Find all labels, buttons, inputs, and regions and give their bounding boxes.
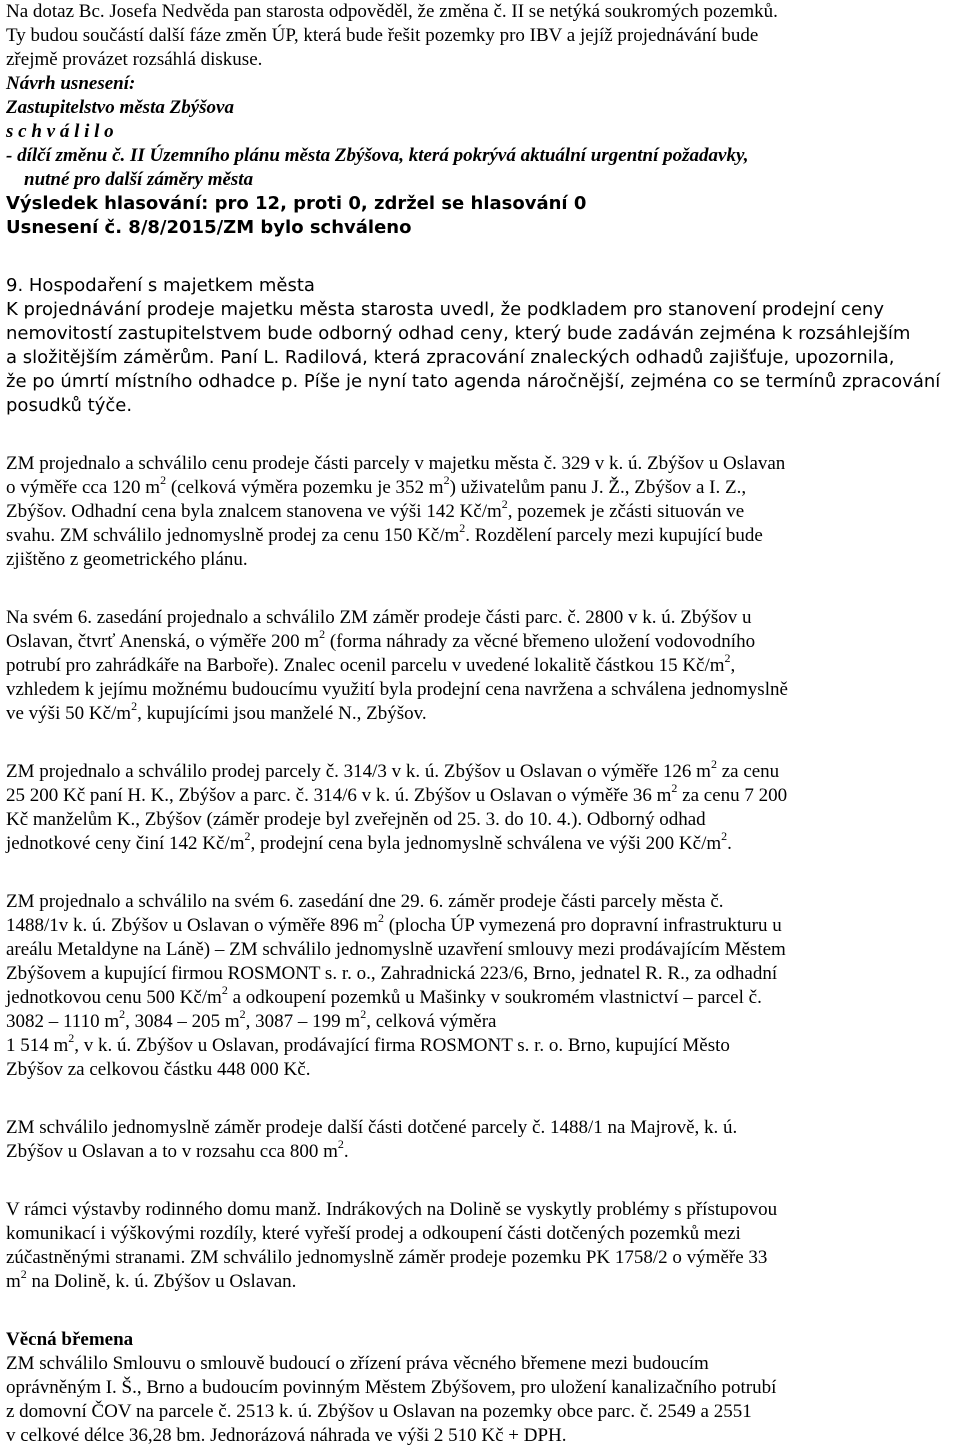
para5-line-2: 1488/1v k. ú. Zbýšov u Oslavan o výměře 896 $m^2$ (plocha ÚP vymezená pro dopravní infrastrukturu u xyxy=(6,910,782,936)
para4-line-1: ZM projednalo a schválilo prodej parcely č. 314/3 v k. ú. Zbýšov u Oslavan o výměře 126 $m^2$ za cenu xyxy=(6,756,780,782)
intro-line-2: Ty budou součástí další fáze změn ÚP, která bude řešit pozemky pro IBV a jejíž projednávání bude xyxy=(6,25,759,46)
para5-line-6: 3082 – 1110 $m^2$, 3084 – 205 $m^2$, 3087 – 199 $m^2$, celková výměra xyxy=(6,1006,497,1032)
intro-line-1: Na dotaz Bc. Josefa Nedvěda pan starosta odpověděl, že změna č. II se netýká soukromých pozemků. xyxy=(6,1,778,22)
easements-line-3: z domovní ČOV na parcele č. 2513 k. ú. Zbýšov u Oslavan na pozemky obce parc. č. 2549 a 2551 xyxy=(6,1401,752,1422)
para4-line-2: 25 200 Kč paní H. K., Zbýšov a parc. č. 314/6 v k. ú. Zbýšov u Oslavan o výměře 36 $m^2$ za cenu 7 200 xyxy=(6,780,788,806)
para2-line-2: o výměře cca 120 $m^2$ (celková výměra pozemku je 352 $m^2$) uživatelům panu J. Ž., Zbýšov a I. Z., xyxy=(6,472,747,498)
para1-line-2: nemovitostí zastupitelstvem bude odborný odhad ceny, který bude zadáván zejména k rozsáhlejším xyxy=(6,323,911,344)
para5-line-1: ZM projednalo a schválilo na svém 6. zasedání dne 29. 6. záměr prodeje části parcely města č. xyxy=(6,891,724,912)
para2-line-1: ZM projednalo a schválilo cenu prodeje části parcely v majetku města č. 329 v k. ú. Zbýšov u Oslavan xyxy=(6,453,786,474)
para3-line-4: vzhledem k jejímu možnému budoucímu využití byla prodejní cena navržena a schválena jednomyslně xyxy=(6,679,788,700)
para1-line-3: a složitějším záměrům. Paní L. Radilová, která zpracování znaleckých odhadů zajišťuje, upozornila, xyxy=(6,347,895,368)
para5-line-3: areálu Metaldyne na Láně) – ZM schválilo jednomyslně uzavření smlouvy mezi prodávajícím Městem xyxy=(6,939,786,960)
para2-line-5: zjištěno z geometrického plánu. xyxy=(6,549,248,570)
para5-line-7: 1 514 $m^2$, v k. ú. Zbýšov u Oslavan, prodávající firma ROSMONT s. r. o. Brno, kupující Město xyxy=(6,1030,730,1056)
para5-line-8: Zbýšov za celkovou částku 448 000 Kč. xyxy=(6,1059,311,1080)
easements-heading: Věcná břemena xyxy=(6,1329,134,1350)
resolution-item-line-1: - dílčí změnu č. II Územního plánu města Zbýšova, která pokrývá aktuální urgentní požadavky, xyxy=(6,145,749,166)
para7-line-1: V rámci výstavby rodinného domu manž. Indrákových na Dolině se vyskytly problémy s přístupovou xyxy=(6,1199,778,1220)
para3-line-1: Na svém 6. zasedání projednalo a schválilo ZM záměr prodeje části parc. č. 2800 v k. ú. Zbýšov u xyxy=(6,607,752,628)
resolution-heading: Návrh usnesení: xyxy=(6,73,136,94)
resolution-item-line-2: nutné pro další záměry města xyxy=(24,169,254,190)
para4-line-4: jednotkové ceny činí 142 $Kč/m^2$, prodejní cena byla jednomyslně schválena ve výši 200 $Kč/m^2$. xyxy=(6,828,732,854)
vote-result: Výsledek hlasování: pro 12, proti 0, zdržel se hlasování 0 xyxy=(6,193,587,214)
para7-line-4: $m^2$ na Dolině, k. ú. Zbýšov u Oslavan. xyxy=(6,1266,297,1292)
easements-line-1: ZM schválilo Smlouvu o smlouvě budoucí o zřízení práva věcného břemene mezi budoucím xyxy=(6,1353,709,1374)
para3-line-2: Oslavan, čtvrť Anenská, o výměře 200 $m^2$ (forma náhrady za věcné břemeno uložení vodovodního xyxy=(6,626,756,652)
para6-line-1: ZM schválilo jednomyslně záměr prodeje další části dotčené parcely č. 1488/1 na Majrově, k. ú. xyxy=(6,1117,738,1138)
para5-line-4: Zbýšovem a kupující firmou ROSMONT s. r. o., Zahradnická 223/6, Brno, jednatel R. R., za odhadní xyxy=(6,963,778,984)
para1-line-5: posudků týče. xyxy=(6,395,133,416)
para3-line-3: potrubí pro zahrádkáře na Barboře). Znalec ocenil parcelu v uvedené lokalitě částkou 15 $Kč/m^2$, xyxy=(6,650,736,676)
para6-line-2: Zbýšov u Oslavan a to v rozsahu cca 800 $m^2$. xyxy=(6,1136,349,1162)
intro-line-3: zřejmě provázet rozsáhlá diskuse. xyxy=(6,49,263,70)
para7-line-3: zúčastněnými stranami. ZM schválilo jednomyslně záměr prodeje pozemku PK 1758/2 o výměře 33 xyxy=(6,1247,768,1268)
para3-line-5: ve výši 50 $Kč/m^2$, kupujícími jsou manželé N., Zbýšov. xyxy=(6,698,427,724)
resolution-status: Usnesení č. 8/8/2015/ZM bylo schváleno xyxy=(6,217,412,238)
para2-line-3: Zbýšov. Odhadní cena byla znalcem stanovena ve výši 142 $Kč/m^2$, pozemek je zčásti situován ve xyxy=(6,496,745,522)
para4-line-3: Kč manželům K., Zbýšov (záměr prodeje byl zveřejněn od 25. 3. do 10. 4.). Odborný odhad xyxy=(6,809,706,830)
para1-line-1: K projednávání prodeje majetku města starosta uvedl, že podkladem pro stanovení prodejní ceny xyxy=(6,299,884,320)
resolution-verb: s c h v á l i l o xyxy=(6,121,114,142)
resolution-body: Zastupitelstvo města Zbýšova xyxy=(6,97,234,118)
easements-line-4: v celkové délce 36,28 bm. Jednorázová náhrada ve výši 2 510 Kč + DPH. xyxy=(6,1425,567,1446)
para5-line-5: jednotkovou cenu 500 $Kč/m^2$ a odkoupení pozemků u Mašinky v soukromém vlastnictví – parcel č. xyxy=(6,982,762,1008)
easements-line-2: oprávněným I. Š., Brno a budoucím povinným Městem Zbýšovem, pro uložení kanalizačního potrubí xyxy=(6,1377,777,1398)
para1-line-4: že po úmrtí místního odhadce p. Píše je nyní tato agenda náročnější, zejména co se termínů zpracování xyxy=(6,371,941,392)
para2-line-4: svahu. ZM schválilo jednomyslně prodej za cenu 150 $Kč/m^2$. Rozdělení parcely mezi kupující bude xyxy=(6,520,763,546)
para7-line-2: komunikací i výškovými rozdíly, které vyřeší prodej a odkoupení části dotčených pozemků mezi xyxy=(6,1223,741,1244)
section-title: 9. Hospodaření s majetkem města xyxy=(6,275,315,296)
